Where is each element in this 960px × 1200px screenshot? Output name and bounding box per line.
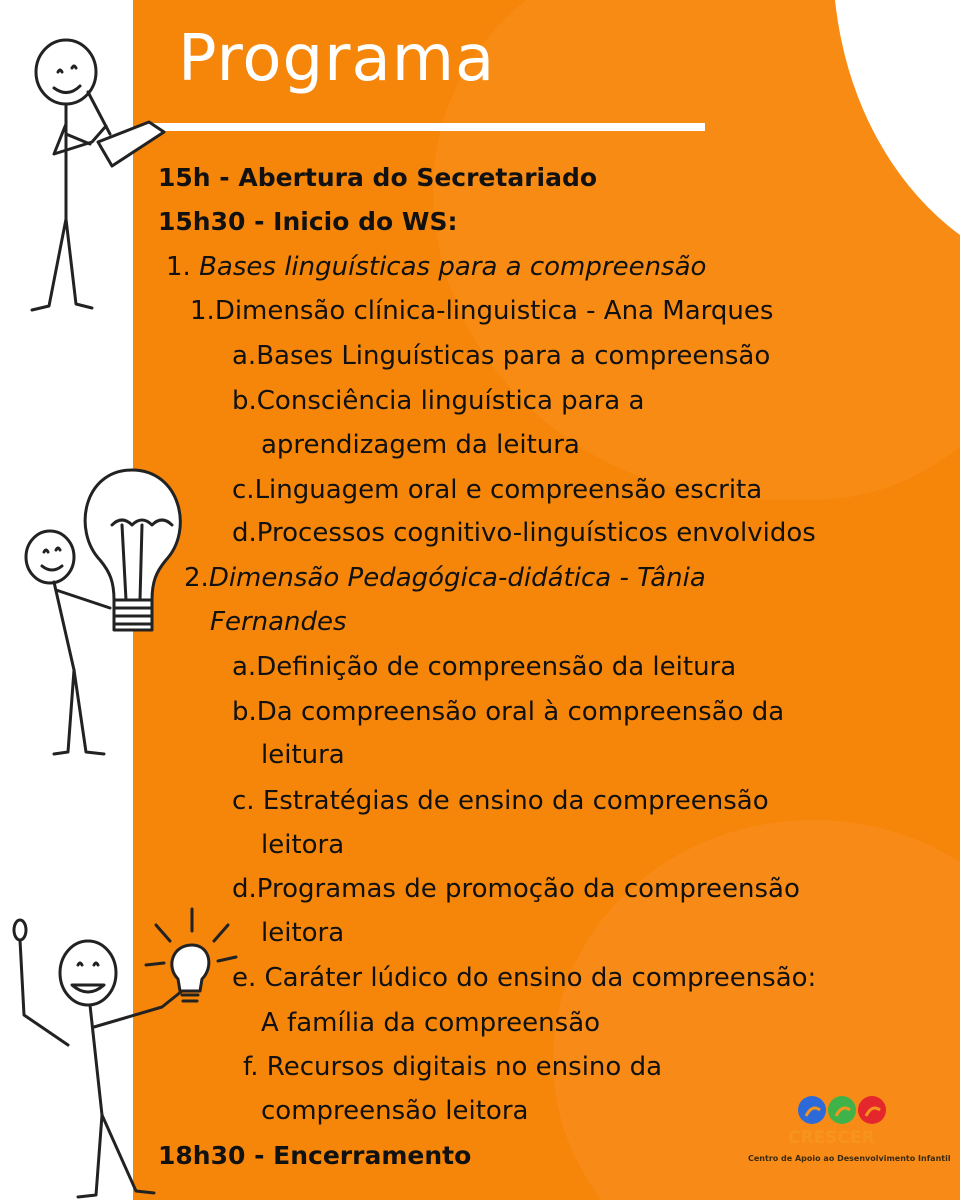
- list-letter: d.: [232, 874, 257, 904]
- list-text: Programas de promoção da compreensão: [256, 874, 800, 904]
- list-number: 1.: [190, 296, 215, 326]
- list-letter: b.: [232, 697, 257, 727]
- list-item-continuation: compreensão leitora: [261, 1096, 529, 1126]
- list-text: Dimensão clínica-linguistica - Ana Marques: [214, 296, 774, 326]
- list-text: Definição de compreensão da leitura: [256, 652, 737, 682]
- list-item: [232, 786, 769, 816]
- list-text: Processos cognitivo-linguísticos envolvidos: [256, 518, 816, 548]
- list-text: Dimensão Pedagógica-didática - Tânia: [208, 563, 706, 593]
- list-text: Caráter lúdico do ensino da compreensão:: [256, 963, 817, 993]
- list-number: 2.: [184, 563, 209, 593]
- list-item: [232, 697, 784, 727]
- list-number: 1.: [166, 252, 191, 282]
- list-item: [232, 518, 816, 548]
- logo-mark-icon: [796, 1092, 888, 1128]
- stick-figure-idea-icon: [6, 895, 256, 1200]
- list-item: [166, 252, 706, 282]
- list-item-continuation: leitura: [261, 740, 345, 770]
- list-text: Consciência linguística para a: [256, 386, 645, 416]
- list-item: [232, 874, 800, 904]
- schedule-item-opening: 15h - Abertura do Secretariado: [158, 163, 598, 192]
- title-underline: [148, 123, 705, 131]
- logo-subtitle: Centro de Apoio ao Desenvolvimento Infantil: [748, 1154, 951, 1163]
- list-item-continuation: Fernandes: [210, 607, 347, 637]
- schedule-item-start: 15h30 - Inicio do WS:: [158, 207, 458, 236]
- list-item: [243, 1052, 662, 1082]
- list-item: [232, 652, 736, 682]
- list-text: Linguagem oral e compreensão escrita: [254, 475, 763, 505]
- list-letter: e.: [232, 963, 257, 993]
- list-item: [232, 341, 770, 371]
- schedule-item-closing: 18h30 - Encerramento: [158, 1141, 472, 1170]
- list-letter: f.: [243, 1052, 259, 1082]
- list-item-continuation: leitora: [261, 918, 345, 948]
- list-item: [232, 386, 644, 416]
- list-letter: b.: [232, 386, 257, 416]
- page-title: Programa: [178, 22, 496, 96]
- list-letter: c.: [232, 475, 255, 505]
- list-item-continuation: A família da compreensão: [261, 1008, 601, 1038]
- crescer-logo: [748, 1092, 951, 1172]
- list-text: Bases Linguísticas para a compreensão: [256, 341, 771, 371]
- list-item: [232, 963, 816, 993]
- list-letter: d.: [232, 518, 257, 548]
- list-text: Bases linguísticas para a compreensão: [199, 252, 707, 282]
- list-item: [232, 475, 762, 505]
- logo-name: CRESCER: [788, 1128, 875, 1148]
- list-text: Recursos digitais no ensino da: [258, 1052, 663, 1082]
- stick-figure-lightbulb-icon: [14, 440, 204, 760]
- list-letter: a.: [232, 341, 257, 371]
- list-item: [190, 296, 773, 326]
- list-item: [184, 563, 706, 593]
- list-letter: c.: [232, 786, 255, 816]
- stick-figure-writing-icon: [14, 14, 174, 314]
- list-item-continuation: leitora: [261, 830, 345, 860]
- list-text: Da compreensão oral à compreensão da: [256, 697, 785, 727]
- list-item-continuation: aprendizagem da leitura: [261, 430, 580, 460]
- list-letter: a.: [232, 652, 257, 682]
- list-text: Estratégias de ensino da compreensão: [254, 786, 769, 816]
